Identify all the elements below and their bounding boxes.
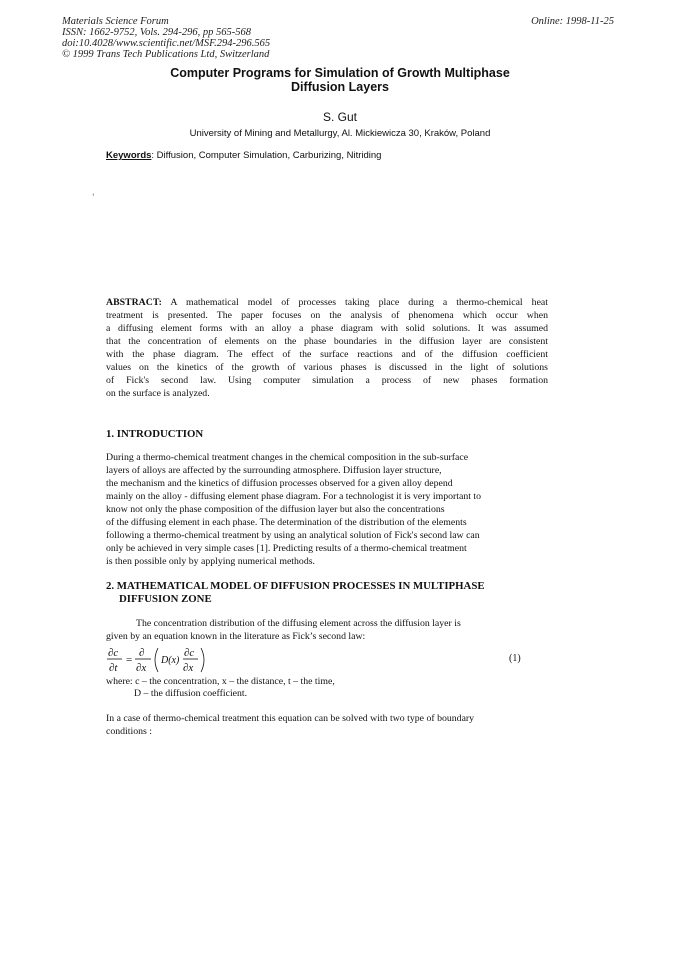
introduction: [106, 451, 548, 568]
abstract-line: values on the kinetics of the growth of various phases is discussed in the light of solutions: [106, 362, 548, 373]
abstract-line: a diffusing element forms with an alloy a phase diagram with solid solutions. It was assumed: [106, 323, 548, 334]
section-1-heading: 1. INTRODUCTION: [106, 428, 204, 440]
keywords: [106, 150, 381, 161]
abstract-line: on the surface is analyzed.: [106, 388, 210, 399]
variable-definitions: [106, 676, 335, 700]
title-line-1: Computer Programs for Simulation of Growth Multiphase: [170, 66, 510, 80]
intro-line: only be achieved in very simple cases [1]. Predicting results of a thermo-chemical treatment: [106, 543, 467, 554]
intro-line: is then possible only by applying numerical methods.: [106, 556, 315, 567]
section-2-line: given by an equation known in the literature as Fick’s second law:: [106, 631, 366, 642]
eq-dc: ∂c: [108, 647, 119, 659]
abstract-line: of Fick's second law. Using computer simulation a process of new phases formation: [106, 375, 548, 386]
intro-line: the mechanism and the kinetics of diffusion processes observed for a given alloy depend: [106, 478, 453, 489]
journal-header: [62, 16, 270, 60]
eq-equals: =: [126, 654, 133, 666]
section-2-heading: [106, 580, 485, 606]
abstract-line: that the concentration of elements on the phase boundaries in the diffusion layer are consistent: [106, 336, 548, 347]
eq-dx2: ∂x: [183, 662, 194, 674]
section-2-line: The concentration distribution of the diffusing element across the diffusion layer is: [136, 618, 461, 629]
intro-line: mainly on the alloy - diffusing element phase diagram. For a technologist it is very important to: [106, 491, 482, 502]
abstract-line: treatment is presented. The paper focuses on the analysis of phenomena which occur when: [106, 310, 548, 321]
where-line-2: D – the diffusion coefficient.: [134, 688, 248, 699]
abstract: [106, 296, 548, 400]
eq-dx: ∂x: [136, 662, 147, 674]
keywords-label: Keywords: [106, 150, 152, 161]
fick-equation: [106, 646, 526, 676]
where-line-1: where: c – the concentration, x – the distance, t – the time,: [106, 676, 335, 687]
stray-mark: ‘: [92, 192, 95, 201]
affiliation: University of Mining and Metallurgy, Al. Mickiewicza 30, Kraków, Poland: [189, 128, 491, 139]
section-2-heading-line-1: 2. MATHEMATICAL MODEL OF DIFFUSION PROCESSES IN MULTIPHASE: [106, 580, 485, 592]
final-line: conditions :: [106, 726, 152, 737]
final-line: In a case of thermo-chemical treatment this equation can be solved with two type of boundary: [106, 713, 475, 724]
intro-line: know not only the phase composition of the diffusion layer but also the concentrations: [106, 504, 445, 515]
journal-name: Materials Science Forum: [62, 16, 169, 27]
section-2-text: [106, 617, 548, 643]
online-date: Online: 1998-11-25: [531, 16, 614, 27]
abstract-line: ABSTRACT: A mathematical model of processes taking place during a thermo-chemical heat: [106, 297, 548, 308]
copyright: © 1999 Trans Tech Publications Ltd, Switzerland: [62, 49, 270, 60]
eq-dt: ∂t: [109, 662, 118, 674]
issn: ISSN: 1662-9752, Vols. 294-296, pp 565-568: [62, 27, 251, 38]
equation-number: (1): [509, 653, 521, 664]
abstract-line: with the phase diagram. The effect of the surface reactions and of the diffusion coefficient: [106, 349, 548, 360]
eq-func: D(x): [161, 655, 180, 666]
abstract-label: ABSTRACT:: [106, 297, 162, 308]
title-line-2: Diffusion Layers: [291, 80, 389, 94]
intro-line: During a thermo-chemical treatment changes in the chemical composition in the sub-surface: [106, 452, 469, 463]
doi: doi:10.4028/www.scientific.net/MSF.294-296.565: [62, 38, 271, 49]
paper-title: [60, 66, 620, 94]
eq-d: ∂: [139, 647, 145, 659]
keywords-text: : Diffusion, Computer Simulation, Carburizing, Nitriding: [151, 150, 382, 161]
boundary-conditions-text: [106, 712, 548, 738]
eq-dc2: ∂c: [184, 647, 195, 659]
intro-line: of the diffusing element in each phase. The determination of the distribution of the elements: [106, 517, 467, 528]
intro-line: layers of alloys are affected by the surrounding atmosphere. Diffusion layer structure,: [106, 465, 442, 476]
section-2-heading-line-2: DIFFUSION ZONE: [119, 593, 212, 605]
author: S. Gut: [322, 110, 357, 124]
intro-line: following a thermo-chemical treatment by using an analytical solution of Fick's second law can: [106, 530, 480, 541]
